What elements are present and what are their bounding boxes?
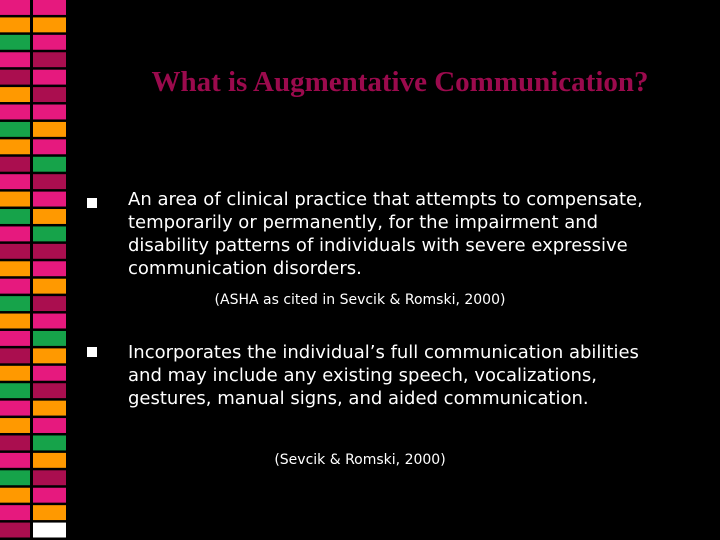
stripe-block (0, 174, 30, 189)
stripe-block (0, 314, 30, 329)
stripe-block (33, 383, 66, 398)
stripe-block (0, 348, 30, 363)
bullet-2-line: and may include any existing speech, vocalizations, (128, 365, 598, 386)
bullet-1-line: disability patterns of individuals with severe expressive (128, 235, 628, 256)
stripe-block (33, 209, 66, 224)
stripe-block (33, 87, 66, 102)
stripe-block (0, 209, 30, 224)
stripe-block (0, 244, 30, 259)
stripe-block (0, 470, 30, 485)
slide-title: What is Augmentative Communication? (151, 66, 649, 98)
stripe-block (33, 523, 66, 538)
stripe-block (33, 261, 66, 276)
stripe-block (0, 105, 30, 120)
stripe-block (0, 418, 30, 433)
bullet-square-icon (87, 347, 97, 357)
stripe-block (33, 226, 66, 241)
stripe-block (0, 52, 30, 67)
stripe-block (33, 488, 66, 503)
stripe-block (0, 261, 30, 276)
stripe-block (33, 470, 66, 485)
stripe-block (33, 35, 66, 50)
stripe-block (0, 0, 30, 15)
stripe-block (33, 314, 66, 329)
stripe-block (0, 17, 30, 32)
stripe-block (0, 331, 30, 346)
stripe-block (0, 192, 30, 207)
stripe-block (0, 488, 30, 503)
stripe-block (0, 122, 30, 137)
stripe-block (33, 122, 66, 137)
bullet-1-line: An area of clinical practice that attempts to compensate, (128, 189, 643, 210)
bullet-text-2 (128, 341, 703, 410)
stripe-block (33, 331, 66, 346)
bullet-2-line: gestures, manual signs, and aided communication. (128, 388, 589, 409)
bullet-text-1 (128, 188, 703, 280)
stripe-block (33, 192, 66, 207)
stripe-block (33, 366, 66, 381)
bullet-1-line: temporarily or permanently, for the impairment and (128, 212, 599, 233)
stripe-block (33, 17, 66, 32)
stripe-block (33, 139, 66, 154)
stripe-block (33, 157, 66, 172)
stripe-block (0, 157, 30, 172)
stripe-block (33, 418, 66, 433)
stripe-block (0, 226, 30, 241)
stripe-block (33, 70, 66, 85)
stripe-block (0, 35, 30, 50)
stripe-block (33, 52, 66, 67)
stripe-block (33, 348, 66, 363)
stripe-block (33, 435, 66, 450)
bullet-square-icon (87, 198, 97, 208)
stripe-block (0, 401, 30, 416)
stripe-block (0, 435, 30, 450)
stripe-block (0, 87, 30, 102)
stripe-block (33, 0, 66, 15)
bullet-1-line: communication disorders. (128, 258, 362, 279)
stripe-block (33, 105, 66, 120)
citation-1: (ASHA as cited in Sevcik & Romski, 2000) (214, 292, 506, 308)
stripe-block (0, 139, 30, 154)
stripe-block (0, 70, 30, 85)
stripe-block (33, 174, 66, 189)
stripe-block (0, 366, 30, 381)
stripe-block (33, 401, 66, 416)
stripe-block (0, 523, 30, 538)
citation-2: (Sevcik & Romski, 2000) (274, 452, 446, 468)
stripe-block (0, 383, 30, 398)
stripe-block (33, 505, 66, 520)
bullet-2-line: Incorporates the individual’s full communication abilities (128, 342, 639, 363)
stripe-block (0, 505, 30, 520)
stripe-block (33, 244, 66, 259)
